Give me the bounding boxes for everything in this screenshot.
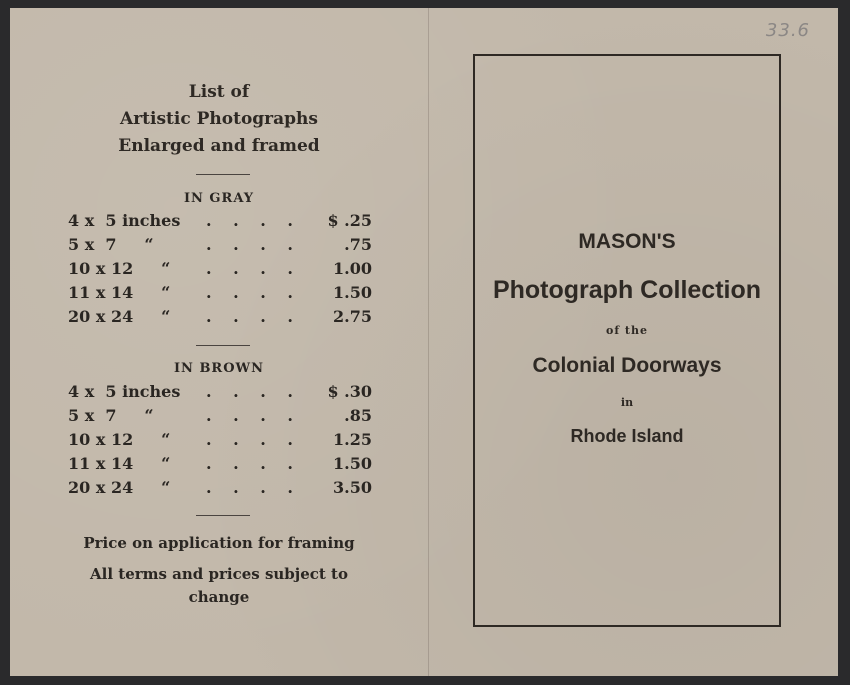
pencil-catalog-note: 33.6 [765,20,810,41]
price-row [10,478,428,502]
price-row [10,307,428,331]
price-row [10,406,428,430]
section-heading-brown: IN BROWN [173,361,265,376]
section-heading-gray: IN GRAY [183,191,255,206]
title-line-1: List of [188,82,250,102]
leader-dots: . . . . [206,211,301,230]
brand-name: MASON'S [578,230,676,253]
size: 10 x 12 “ [68,430,171,449]
divider [196,174,250,175]
framing-note: Price on application for framing [83,534,355,552]
leader-dots: . . . . [206,406,301,425]
price: 1.25 [333,430,372,449]
price: 1.50 [333,283,372,302]
price-row [10,211,428,235]
price: 3.50 [333,478,372,497]
price-row [10,259,428,283]
terms-note-line-1: All terms and prices subject to [90,565,348,583]
size: 5 x 7 “ [68,406,154,425]
cover-border-frame [473,54,781,627]
price: .75 [344,235,372,254]
price-row [10,454,428,478]
price: 1.00 [333,259,372,278]
size: 5 x 7 “ [68,235,154,254]
of-the-text: of the [606,324,648,337]
price-row [10,430,428,454]
size: 10 x 12 “ [68,259,171,278]
cover-place: Rhode Island [570,426,684,446]
price-row [10,235,428,259]
leader-dots: . . . . [206,259,301,278]
cover-subtitle: Colonial Doorways [532,354,722,377]
cover-title: Photograph Collection [492,276,762,304]
size: 11 x 14 “ [68,454,171,473]
leader-dots: . . . . [206,283,301,302]
price: .85 [344,406,372,425]
title-line-2: Artistic Photographs [120,109,318,129]
in-text: in [620,396,634,409]
price-row [10,382,428,406]
leader-dots: . . . . [206,235,301,254]
price: $ .30 [327,382,372,401]
fold-line [428,8,429,676]
size: 20 x 24 “ [68,307,171,326]
leader-dots: . . . . [206,307,301,326]
price: 2.75 [333,307,372,326]
title-line-3: Enlarged and framed [118,136,320,156]
price: 1.50 [333,454,372,473]
terms-note-line-2: change [188,588,250,606]
size: 20 x 24 “ [68,478,171,497]
leader-dots: . . . . [206,478,301,497]
size: 4 x 5 inches [68,211,181,230]
leader-dots: . . . . [206,454,301,473]
price-row [10,283,428,307]
brochure-sheet [10,8,838,676]
divider [196,345,250,346]
size: 11 x 14 “ [68,283,171,302]
price: $ .25 [327,211,372,230]
leader-dots: . . . . [206,382,301,401]
divider [196,515,250,516]
size: 4 x 5 inches [68,382,181,401]
leader-dots: . . . . [206,430,301,449]
price-list-panel [10,8,428,676]
